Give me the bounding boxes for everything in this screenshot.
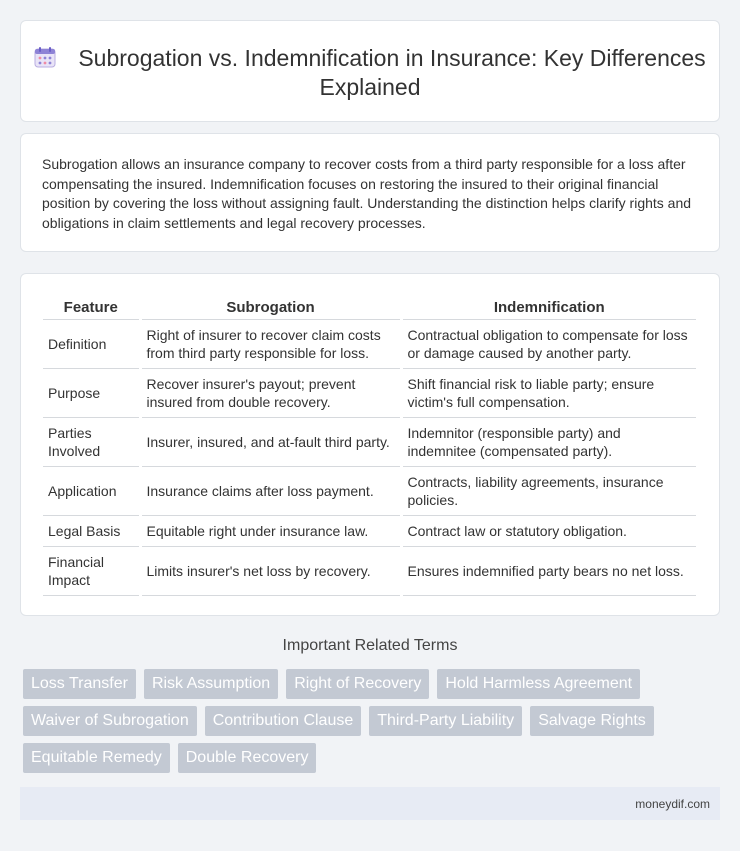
footer-site-link[interactable]: moneydif.com xyxy=(635,797,710,811)
table-row xyxy=(43,546,698,595)
page-title: Subrogation vs. Indemnification in Insurance: Key Differences Explained xyxy=(78,45,706,100)
footer xyxy=(20,787,720,820)
table-row xyxy=(43,515,698,546)
header-subrogation: Subrogation xyxy=(140,296,401,319)
related-tag[interactable]: Equitable Remedy xyxy=(23,743,170,773)
related-terms-title: Important Related Terms xyxy=(282,637,458,654)
table-row xyxy=(43,417,698,466)
row-subrogation: Recover insurer's payout; prevent insured from double recovery. xyxy=(140,368,401,417)
table-row xyxy=(43,319,698,368)
row-indemnification: Contracts, liability agreements, insurance policies. xyxy=(401,466,698,515)
row-subrogation: Limits insurer's net loss by recovery. xyxy=(140,546,401,595)
related-tag[interactable]: Contribution Clause xyxy=(205,706,362,736)
calendar-icon xyxy=(34,46,56,68)
row-indemnification: Ensures indemnified party bears no net loss. xyxy=(401,546,698,595)
row-subrogation: Right of insurer to recover claim costs from third party responsible for loss. xyxy=(140,319,401,368)
intro-paragraph: Subrogation allows an insurance company to recover costs from a third party responsible for a loss after compensating the insured. Indemnification focuses on restoring the insured to their original financial position by covering the loss without assigning fault. Understanding the distinction helps clarify rights and obligations in claim settlements and legal recovery processes. xyxy=(42,156,692,231)
related-tag[interactable]: Loss Transfer xyxy=(23,669,136,699)
related-tag[interactable]: Risk Assumption xyxy=(144,669,278,699)
table-row xyxy=(43,368,698,417)
comparison-card xyxy=(20,273,720,616)
row-subrogation: Insurance claims after loss payment. xyxy=(140,466,401,515)
related-tag[interactable]: Waiver of Subrogation xyxy=(23,706,197,736)
related-tag[interactable]: Double Recovery xyxy=(178,743,317,773)
related-tag[interactable]: Salvage Rights xyxy=(530,706,654,736)
row-indemnification: Contract law or statutory obligation. xyxy=(401,515,698,546)
row-subrogation: Equitable right under insurance law. xyxy=(140,515,401,546)
header-feature: Feature xyxy=(43,296,140,319)
comparison-table xyxy=(43,296,699,596)
title-card xyxy=(20,20,720,122)
related-tag[interactable]: Hold Harmless Agreement xyxy=(437,669,640,699)
related-terms-list xyxy=(23,669,703,773)
row-indemnification: Shift financial risk to liable party; ensure victim's full compensation. xyxy=(401,368,698,417)
row-feature: Application xyxy=(43,466,140,515)
page-title-wrap xyxy=(21,44,719,102)
row-indemnification: Contractual obligation to compensate for loss or damage caused by another party. xyxy=(401,319,698,368)
related-tag[interactable]: Right of Recovery xyxy=(286,669,429,699)
intro-card xyxy=(20,133,720,252)
table-header-row xyxy=(43,296,698,319)
row-feature: Purpose xyxy=(43,368,140,417)
row-feature: Definition xyxy=(43,319,140,368)
row-subrogation: Insurer, insured, and at-fault third party. xyxy=(140,417,401,466)
table-row xyxy=(43,466,698,515)
row-feature: Financial Impact xyxy=(43,546,140,595)
related-tag[interactable]: Third-Party Liability xyxy=(369,706,522,736)
header-indemnification: Indemnification xyxy=(401,296,698,319)
row-indemnification: Indemnitor (responsible party) and indemnitee (compensated party). xyxy=(401,417,698,466)
row-feature: Parties Involved xyxy=(43,417,140,466)
row-feature: Legal Basis xyxy=(43,515,140,546)
